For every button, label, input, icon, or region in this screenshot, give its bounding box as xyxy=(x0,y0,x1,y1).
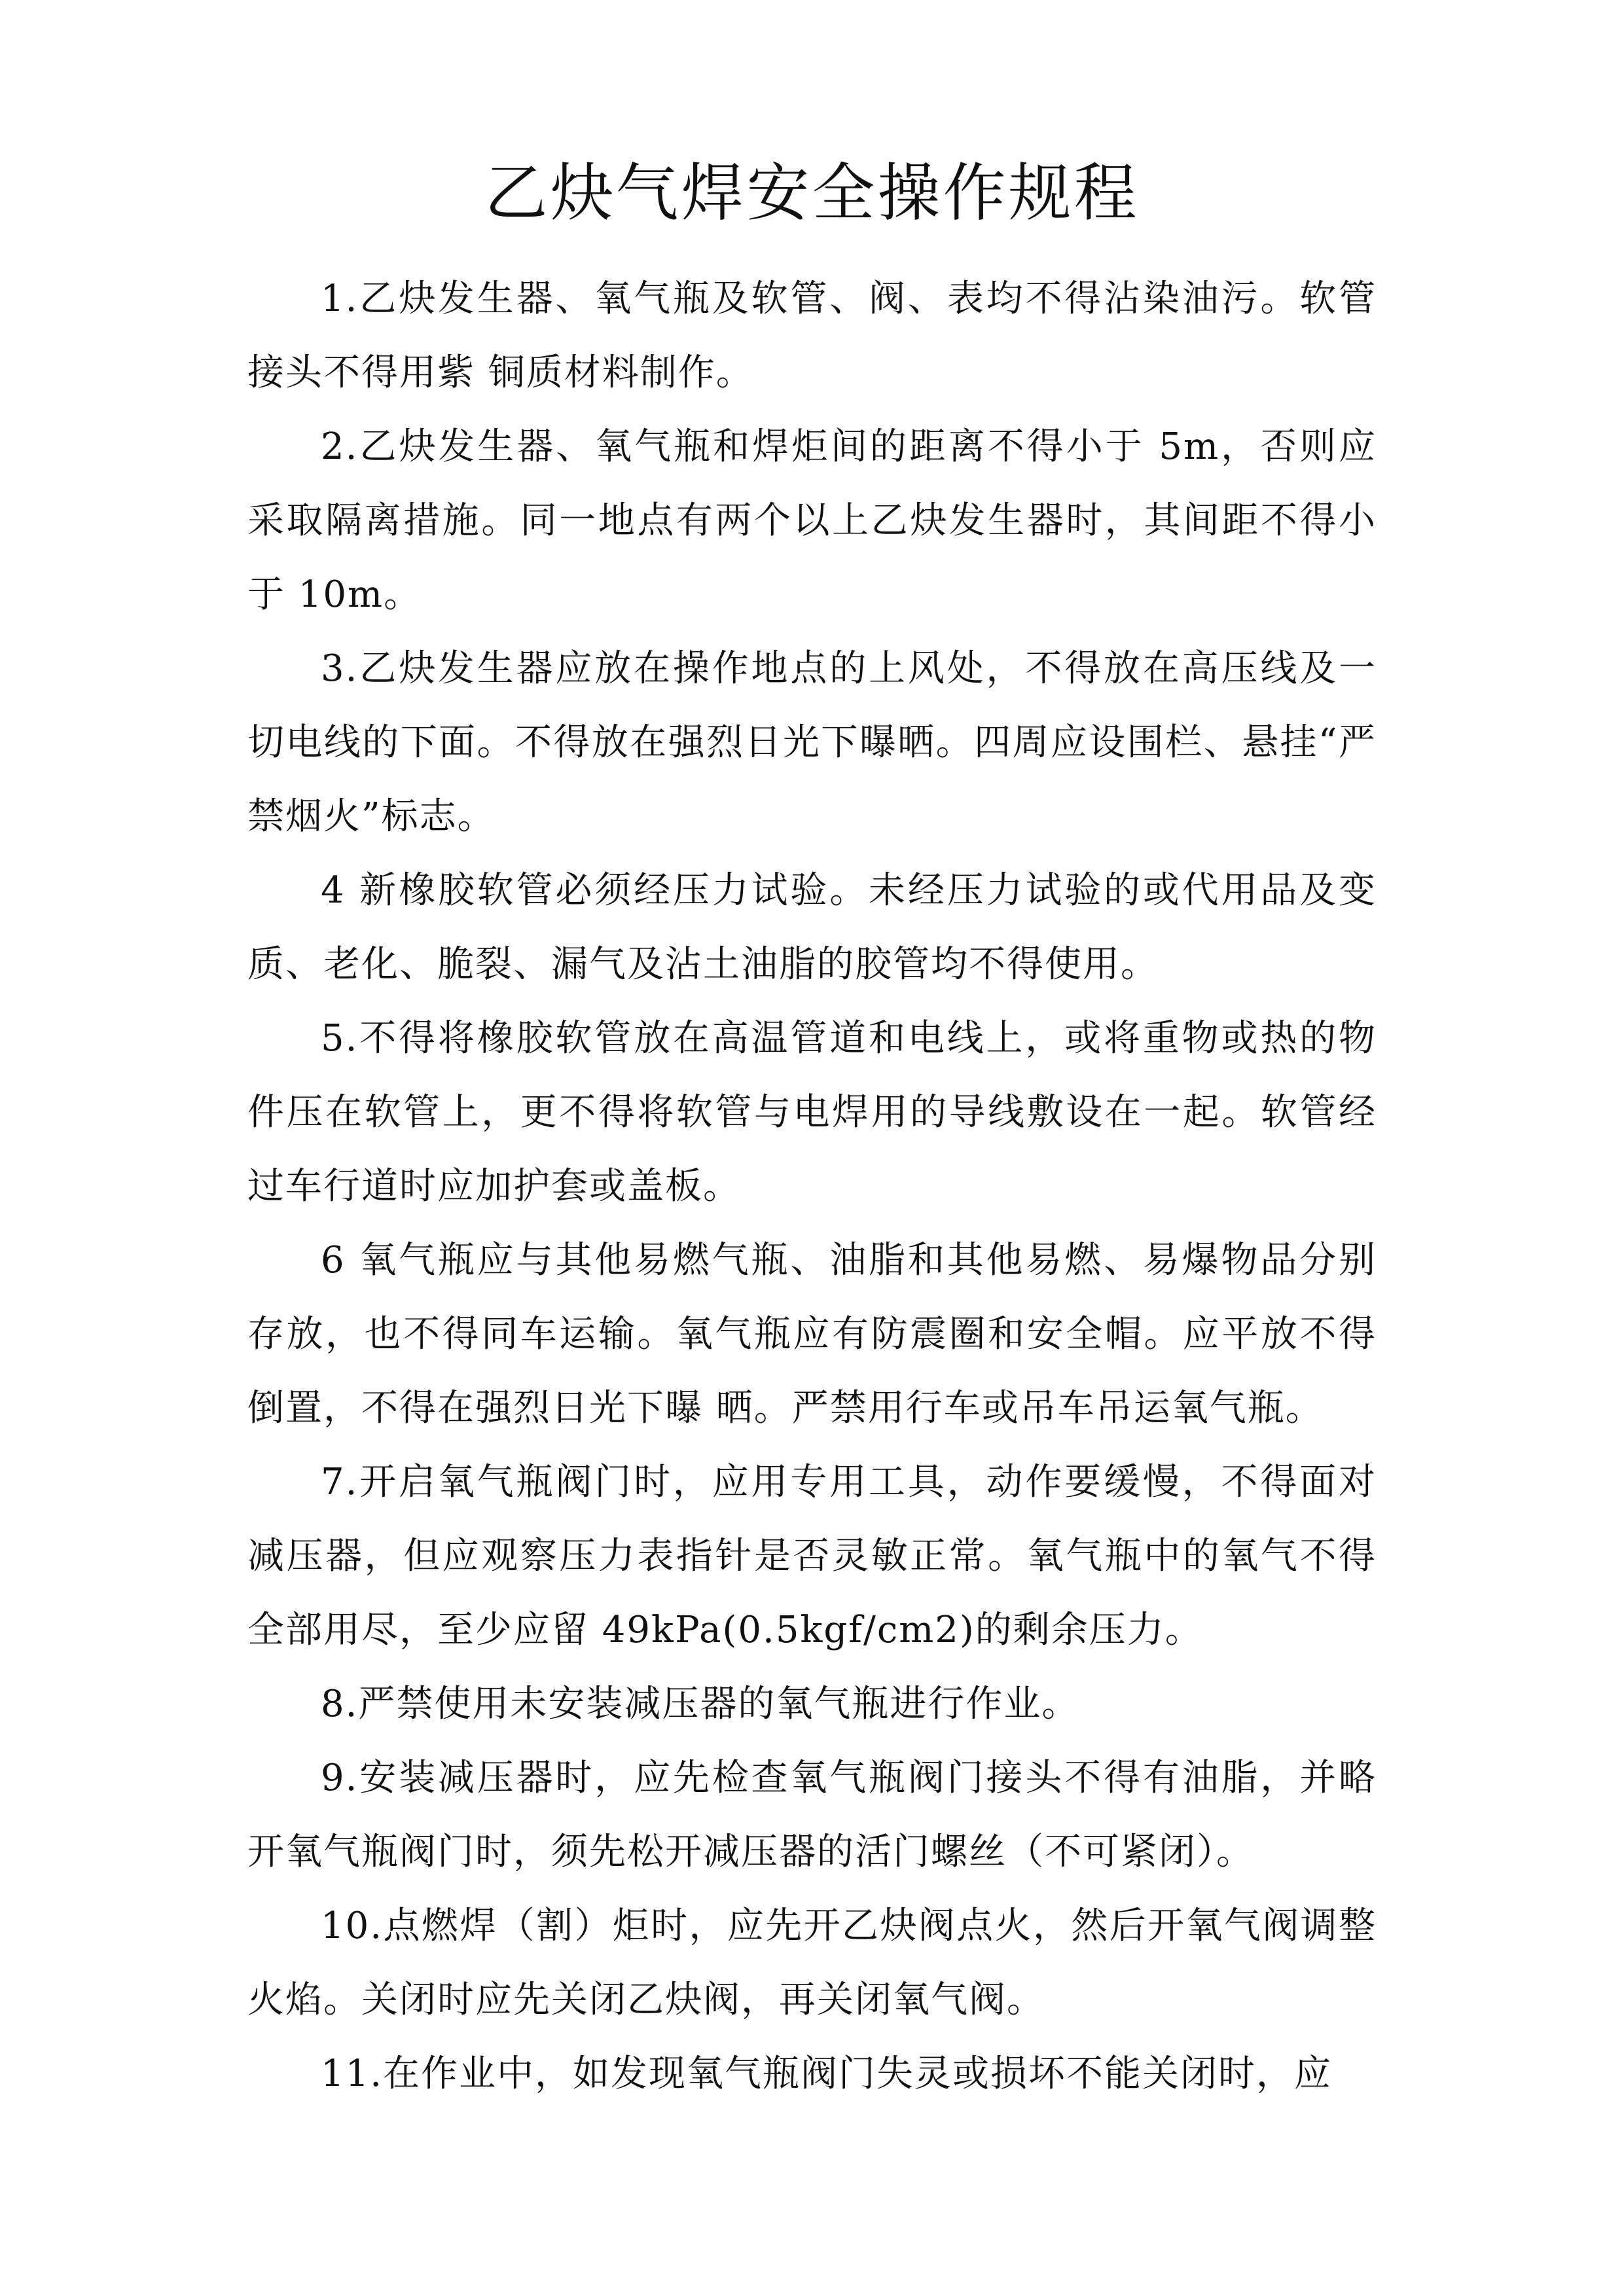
paragraph-9: 9.安装减压器时，应先检查氧气瓶阀门接头不得有油脂，并略开氧气瓶阀门时，须先松开减压器的活门螺丝（不可紧闭）。 xyxy=(247,1757,1377,1873)
paragraph-6: 6 氧气瓶应与其他易燃气瓶、油脂和其他易燃、易爆物品分别存放，也不得同车运输。氧气瓶应有防震圈和安全帽。应平放不得倒置，不得在强烈日光下曝 晒。严禁用行车或吊车吊运氧气瓶。 xyxy=(247,1239,1377,1429)
page-title: 乙炔气焊安全操作规程 xyxy=(484,156,1140,230)
paragraph-4: 4 新橡胶软管必须经压力试验。未经压力试验的或代用品及变质、老化、脆裂、漏气及沾土油脂的胶管均不得使用。 xyxy=(247,869,1377,986)
paragraph-2: 2.乙炔发生器、氧气瓶和焊炬间的距离不得小于 5m，否则应采取隔离措施。同一地点有两个以上乙炔发生器时，其间距不得小于 10m。 xyxy=(247,425,1377,616)
paragraph-10: 10.点燃焊（割）炬时，应先开乙炔阀点火，然后开氧气阀调整火焰。关闭时应先关闭乙炔阀，再关闭氧气阀。 xyxy=(247,1905,1377,2021)
paragraph-1: 1.乙炔发生器、氧气瓶及软管、阀、表均不得沾染油污。软管接头不得用紫 铜质材料制作。 xyxy=(247,278,1377,394)
paragraph-11: 11.在作业中，如发现氧气瓶阀门失灵或损坏不能关闭时，应 xyxy=(321,2053,1333,2095)
paragraph-7: 7.开启氧气瓶阀门时，应用专用工具，动作要缓慢，不得面对减压器，但应观察压力表指针是否灵敏正常。氧气瓶中的氧气不得全部用尽，至少应留 49kPa(0.5kgf/cm2)的剩余压力。 xyxy=(247,1461,1377,1651)
paragraph-5: 5.不得将橡胶软管放在高温管道和电线上，或将重物或热的物件压在软管上，更不得将软管与电焊用的导线敷设在一起。软管经过车行道时应加护套或盖板。 xyxy=(247,1017,1377,1208)
document-body xyxy=(247,262,1377,2111)
paragraph-3: 3.乙炔发生器应放在操作地点的上风处，不得放在高压线及一切电线的下面。不得放在强烈日光下曝晒。四周应设围栏、悬挂“严禁烟火”标志。 xyxy=(247,647,1377,838)
paragraph-8: 8.严禁使用未安装减压器的氧气瓶进行作业。 xyxy=(321,1683,1080,1725)
